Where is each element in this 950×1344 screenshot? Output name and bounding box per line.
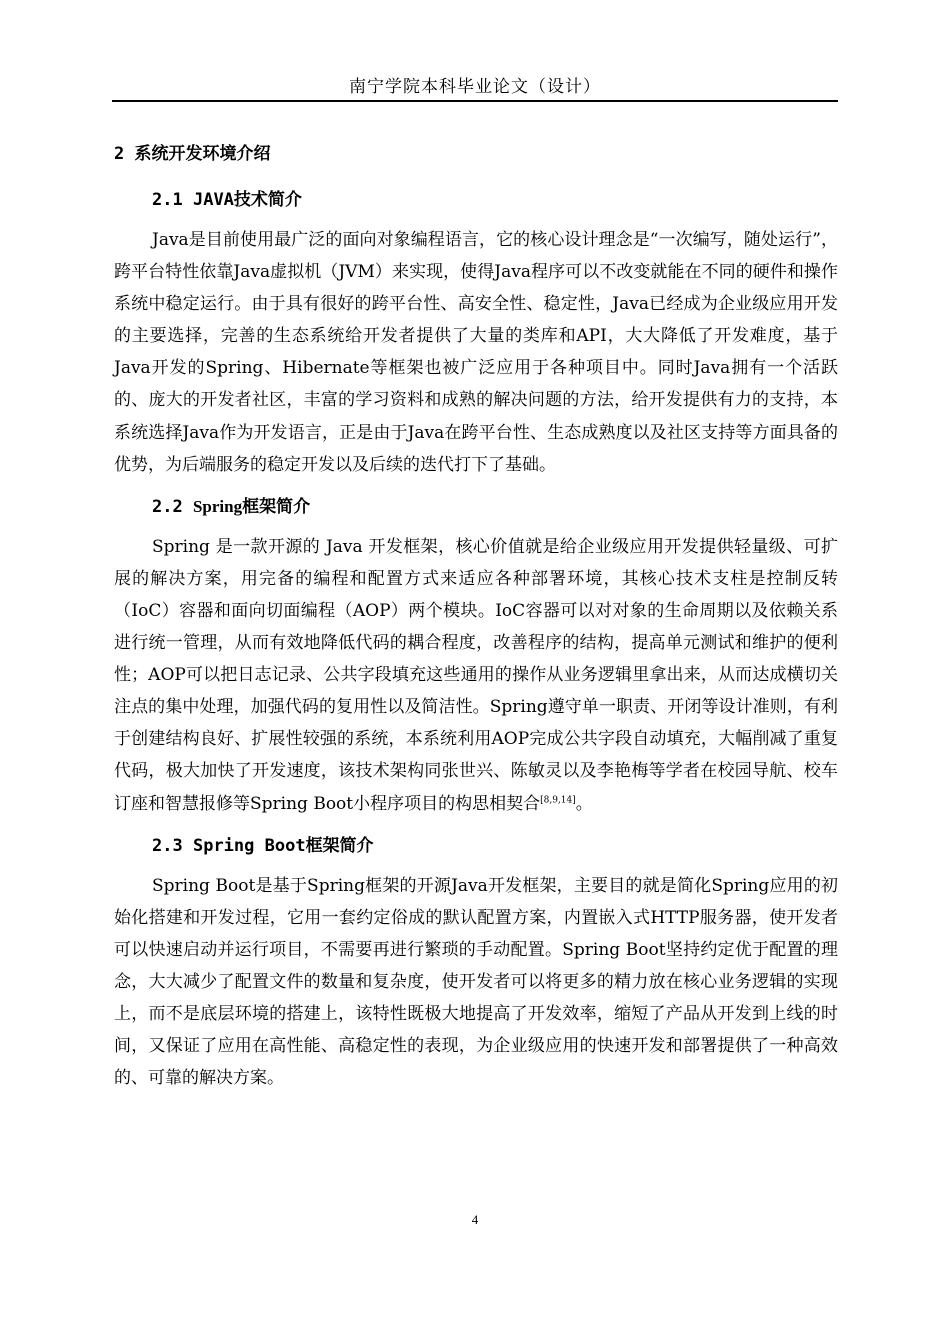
section-paragraph-2-1: Java是目前使用最广泛的面向对象编程语言，它的核心设计理念是“一次编写，随处运行”，跨平台特性依靠Java虚拟机（JVM）来实现，使得Java程序可以不改变就能在不同的硬件和操作系统中稳定运行。由于具有很好的跨平台性、高安全性、稳定性，Java已经成为企业级应用开发的主要选择，完善的生态系统给开发者提供了大量的类库和API，大大降低了开发难度，基于Java开发的Spring、Hibernate等框架也被广泛应用于各种项目中。同时Java拥有一个活跃的、庞大的开发者社区，丰富的学习资料和成熟的解决问题的方法，给开发提供有力的支持，本系统选择Java作为开发语言，正是由于Java在跨平台性、生态成熟度以及社区支持等方面具备的优势，为后端服务的稳定开发以及后续的迭代打下了基础。 <box>114 230 838 475</box>
page-header: 南宁学院本科毕业论文（设计） <box>349 77 601 97</box>
section-title-prefix: JAVA <box>192 190 234 210</box>
section-title: 技术简介 <box>233 190 302 210</box>
section-heading-2-3 <box>152 830 838 862</box>
section-title: 框架简介 <box>242 496 311 517</box>
citation-reference: [8,9,14] <box>540 794 576 805</box>
chapter-number: 2 <box>114 144 125 164</box>
section-heading-2-2 <box>152 491 838 523</box>
section-number: 2.1 <box>152 190 183 210</box>
section-title-prefix: Spring Boot <box>192 835 306 856</box>
paragraph-end: 。 <box>575 793 593 814</box>
section-title-prefix: Spring <box>192 496 243 516</box>
section-title: 框架简介 <box>305 835 374 856</box>
paragraph-text: Spring 是一款开源的 Java 开发框架，核心价值就是给企业级应用开发提供轻量级、可扩展的解决方案，用完备的编程和配置方式来适应各种部署环境，其核心技术支柱是控制反转（IoC）容器和面向切面编程（AOP）两个模块。IoC容器可以对对象的生命周期以及依赖关系进行统一管理，从而有效地降低代码的耦合程度，改善程序的结构，提高单元测试和维护的便利性；AOP可以把日志记录、公共字段填充这些通用的操作从业务逻辑里拿出来，从而达成横切关注点的集中处理，加强代码的复用性以及简洁性。Spring遵守单一职责、开闭等设计准则，有利于创建结构良好、扩展性较强的系统，本系统利用AOP完成公共字段自动填充，大幅削减了重复代码，极大加快了开发速度，该技术架构同张世兴、陈敏灵以及李艳梅等学者在校园导航、校车订座和智慧报修等Spring Boot小程序项目的构思相契合 <box>114 536 838 814</box>
section-paragraph-2-2 <box>114 531 838 820</box>
section-number: 2.3 <box>152 835 183 856</box>
section-paragraph-2-3: Spring Boot是基于Spring框架的开源Java开发框架，主要目的就是简化Spring应用的初始化搭建和开发过程，它用一套约定俗成的默认配置方案，内置嵌入式HTTP服务器，使开发者可以快速启动并运行项目，不需要再进行繁琐的手动配置。Spring Boot坚持约定优于配置的理念，大大减少了配置文件的数量和复杂度，使开发者可以将更多的精力放在核心业务逻辑的实现上，而不是底层环境的搭建上，该特性既极大地提高了开发效率，缩短了产品从开发到上线的时间，又保证了应用在高性能、高稳定性的表现，为企业级应用的快速开发和部署提供了一种高效的、可靠的解决方案。 <box>114 875 838 1089</box>
page-number: 4 <box>471 1212 479 1227</box>
chapter-heading <box>114 138 838 170</box>
chapter-title: 系统开发环境介绍 <box>134 144 271 164</box>
section-heading-2-1 <box>152 184 838 216</box>
document-body <box>114 138 838 1104</box>
header-rule <box>112 100 838 102</box>
section-number: 2.2 <box>152 496 183 517</box>
